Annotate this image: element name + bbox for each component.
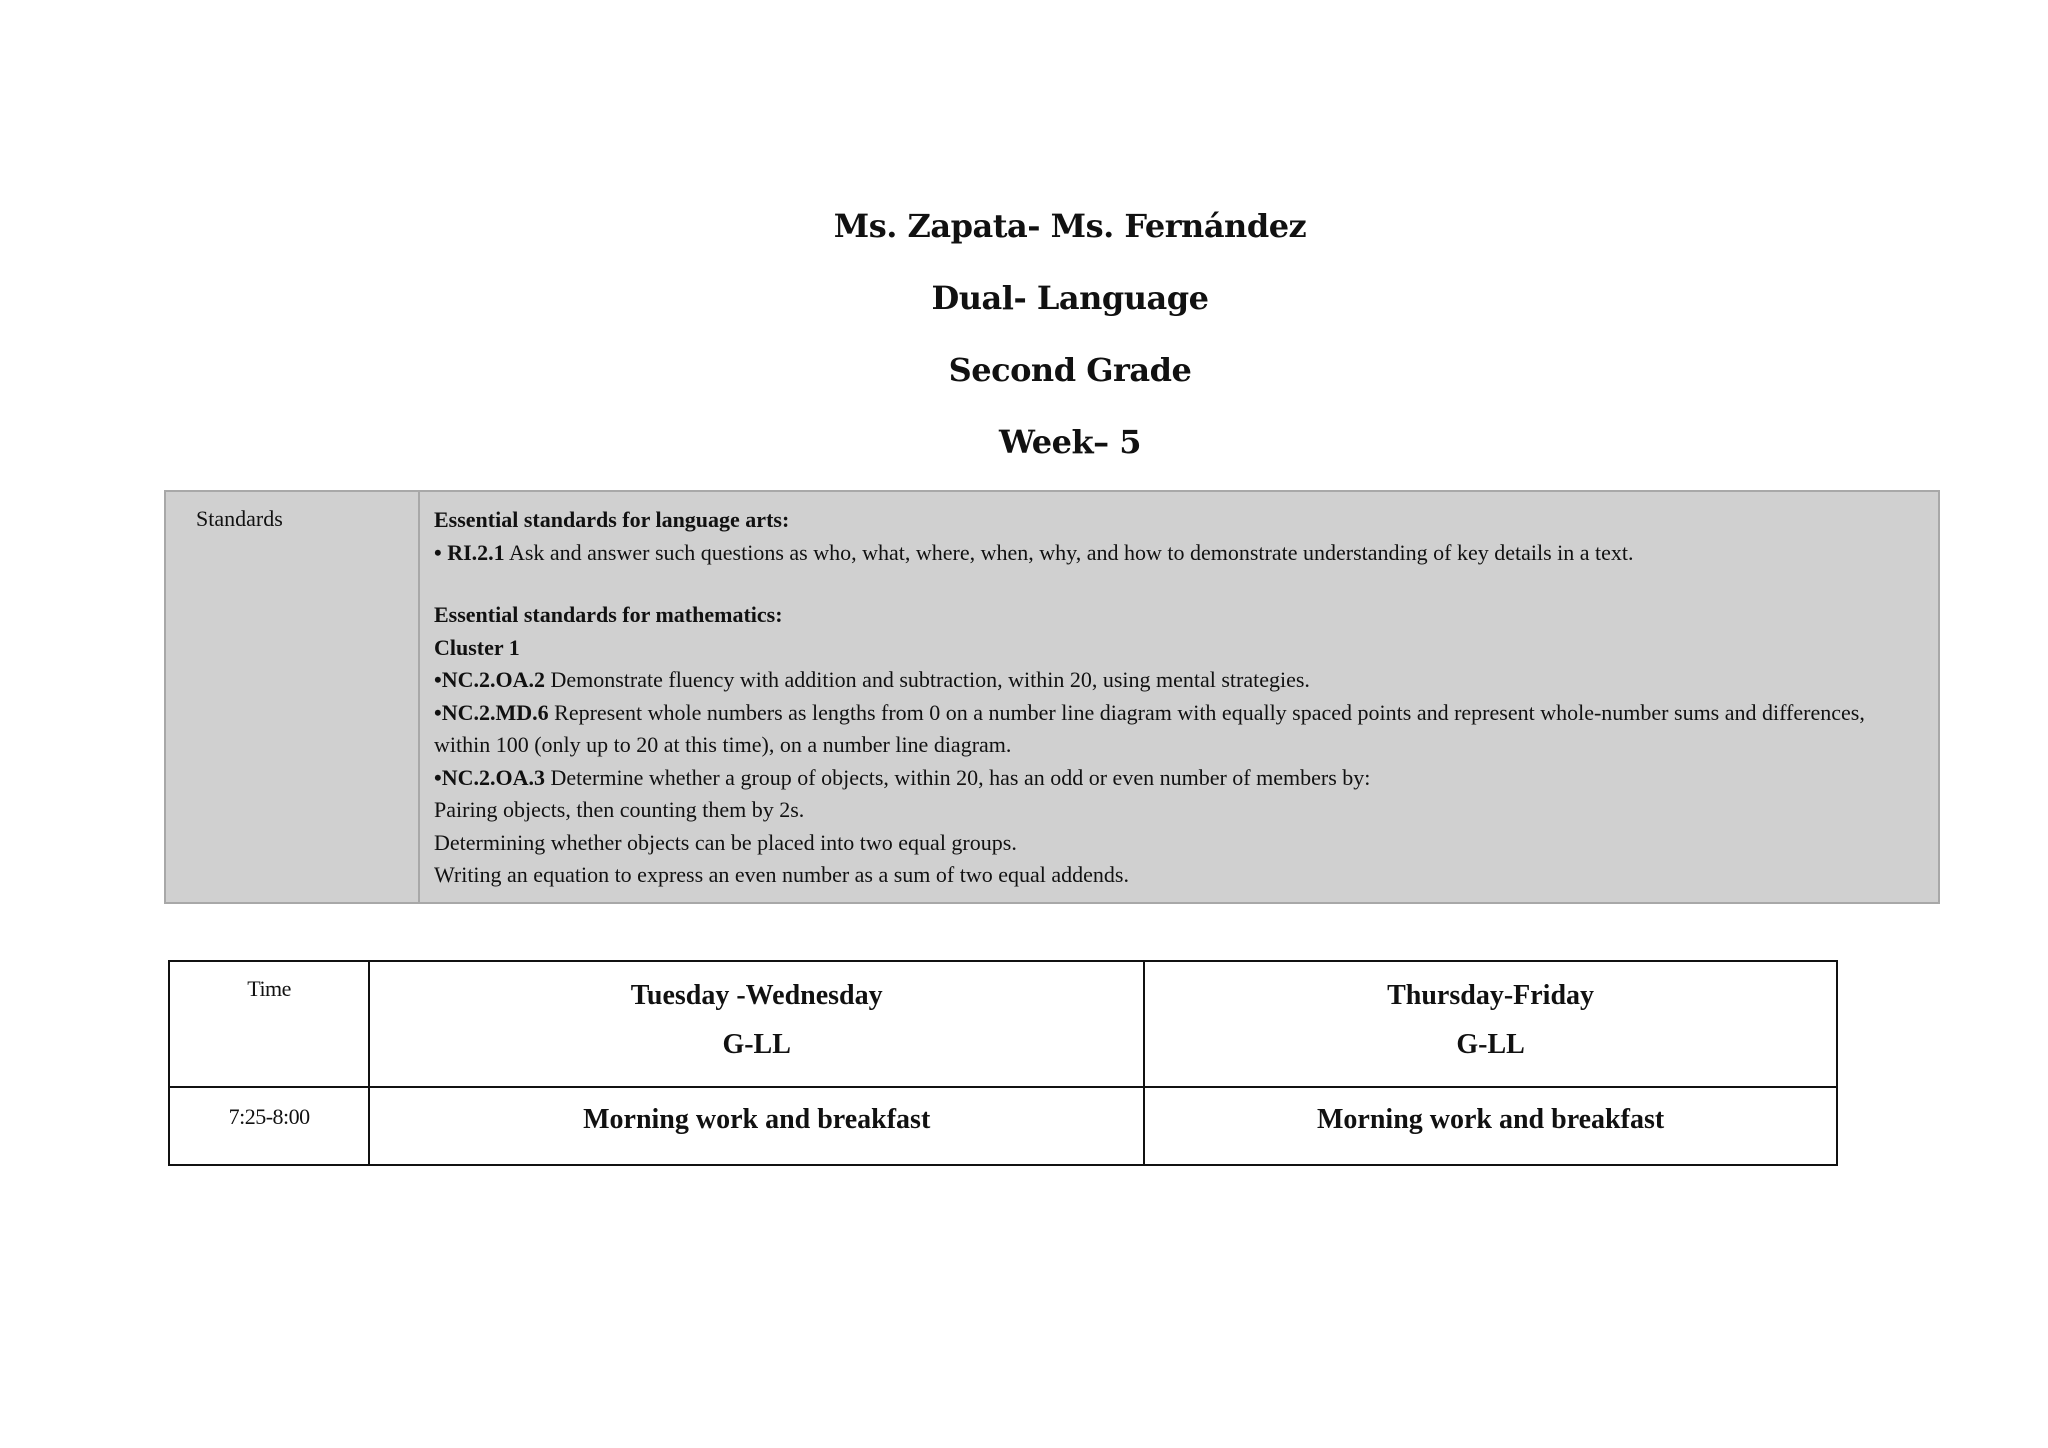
standard-sub-item: Determining whether objects can be placed into two equal groups.: [434, 829, 1017, 855]
schedule-header-row: [169, 961, 1837, 1087]
day-header-cell: [369, 961, 1144, 1087]
standards-content: [420, 492, 1938, 902]
standard-text: Represent whole numbers as lengths from 0 on a number line diagram with equally spaced points and represent whole-number sums and differences, within 100 (only up to 20 at this time), on a number line diagram.: [434, 699, 1865, 757]
teacher-names: Ms. Zapata- Ms. Fernández: [833, 207, 1307, 245]
standard-text: Ask and answer such questions as who, what, where, when, why, and how to demonstrate understanding of key details in a text.: [504, 539, 1634, 565]
day-title: Thursday-Friday: [1387, 980, 1595, 1011]
standard-item: [434, 537, 1924, 570]
standard-item: [434, 762, 1924, 795]
day-header-cell: [1144, 961, 1837, 1087]
standard-code: •NC.2.OA.2: [434, 667, 545, 692]
schedule-table: [168, 960, 1838, 1166]
standard-text: Determine whether a group of objects, within 20, has an odd or even number of members by:: [544, 764, 1371, 790]
standards-table: [164, 490, 1940, 904]
time-value: 7:25-8:00: [228, 1104, 310, 1129]
time-cell: [169, 1087, 369, 1165]
standard-code: •NC.2.OA.3: [434, 764, 545, 790]
activity-cell: [1144, 1087, 1837, 1165]
standard-sub-item: Pairing objects, then counting them by 2s.: [434, 797, 805, 822]
grade-level: Second Grade: [948, 351, 1192, 389]
table-row: [169, 1087, 1837, 1165]
mathematics-heading: Essential standards for mathematics:: [434, 602, 783, 627]
time-header-cell: [169, 961, 369, 1087]
standards-label: Standards: [166, 492, 420, 902]
time-header: Time: [247, 976, 291, 1001]
day-group: G-LL: [1456, 1029, 1525, 1060]
program-name: Dual- Language: [931, 279, 1209, 317]
spacer: [434, 569, 1924, 599]
day-group: G-LL: [722, 1029, 791, 1060]
standard-item: [434, 664, 1924, 697]
standard-sub-item: Writing an equation to express an even number as a sum of two equal addends.: [434, 862, 1129, 887]
day-title: Tuesday -Wednesday: [630, 980, 883, 1011]
standard-text: Demonstrate fluency with addition and subtraction, within 20, using mental strategies.: [544, 667, 1310, 692]
standard-item: [434, 697, 1924, 762]
standard-code: • RI.2.1: [434, 539, 505, 565]
week-number: Week– 5: [998, 423, 1142, 461]
activity-text: Morning work and breakfast: [583, 1104, 931, 1135]
activity-text: Morning work and breakfast: [1316, 1104, 1665, 1135]
standard-code: •NC.2.MD.6: [434, 699, 549, 725]
language-arts-heading: Essential standards for language arts:: [434, 507, 790, 532]
activity-cell: [369, 1087, 1144, 1165]
page-header: [0, 190, 2048, 478]
cluster-label: Cluster 1: [434, 634, 520, 660]
